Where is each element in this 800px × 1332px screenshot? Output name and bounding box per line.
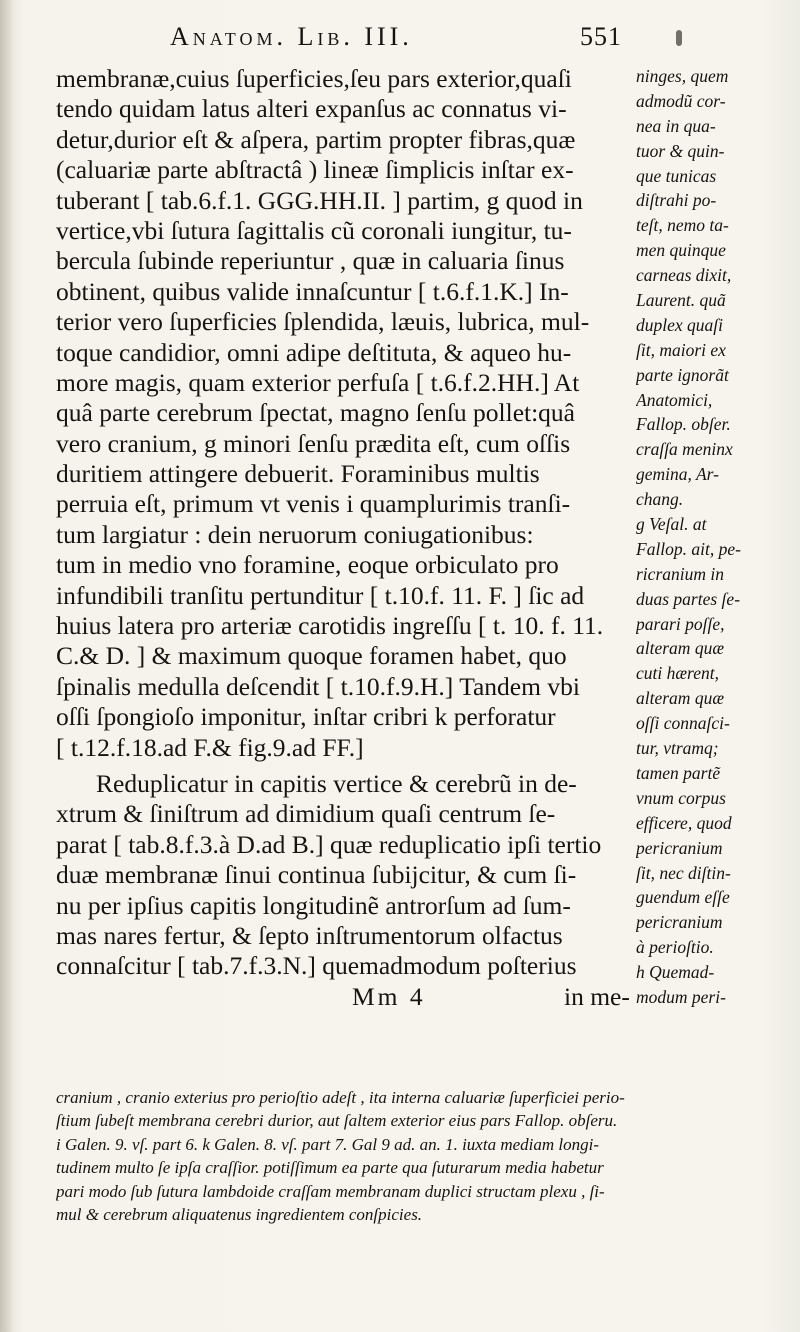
footnote-line: i Galen. 9. vſ. part 6. k Galen. 8. vſ. part 7. Gal 9 ad. an. 1. iuxta mediam longi- xyxy=(56,1134,599,1154)
margin-note-line: chang. xyxy=(636,489,684,510)
margin-note-line: ſit, nec diſtin- xyxy=(636,862,731,883)
footnote-line: ſtium ſubeſt membrana cerebri durior, aut ſaltem exterior eius pars Fallop. obſeru. xyxy=(56,1111,618,1131)
margin-note-line: diſtrahi po- xyxy=(636,190,717,211)
margin-note-line: g Veſal. at xyxy=(636,514,707,535)
text-line: tuberant [ tab.6.f.1. GGG.HH.II. ] partim, g quod in xyxy=(56,185,583,215)
text-line: terior vero ſuperficies ſplendida, læuis, lubrica, mul- xyxy=(56,307,590,337)
main-text-column xyxy=(56,64,646,1012)
text-line: duritiem attingere debuerit. Foraminibus multis xyxy=(56,459,540,489)
catchword: in me- xyxy=(564,981,630,1011)
margin-note-line: teſt, nemo ta- xyxy=(636,215,729,236)
margin-note-line: ricranium in xyxy=(636,563,724,584)
text-line: obtinent, quibus valide innaſcuntur [ t.6.f.1.K.] In- xyxy=(56,276,569,306)
margin-note-line: efficere, quod xyxy=(636,812,732,833)
margin-note-line: tuor & quin- xyxy=(636,140,725,161)
margin-note-line: vnum corpus xyxy=(636,787,726,808)
text-line: membranæ,cuius ſuperficies,ſeu pars exterior,quaſi xyxy=(56,64,572,93)
main-paragraph-2 xyxy=(56,769,646,982)
margin-note-line: gemina, Ar- xyxy=(636,464,719,485)
margin-note-line: guendum eſſe xyxy=(636,887,730,908)
text-line: tum largiatur : dein neruorum coniugationibus: xyxy=(56,519,534,549)
text-line: tendo quidam latus alteri expanſus ac connatus vi- xyxy=(56,94,567,124)
text-line: infundibili tranſitu pertunditur [ t.10.f. 11. F. ] ſic ad xyxy=(56,580,585,610)
text-line: mas nares fertur, & ſepto inſtrumentorum olfactus xyxy=(56,920,563,950)
margin-note-line: oſſi connaſci- xyxy=(636,713,730,734)
margin-note-line: cuti hærent, xyxy=(636,663,719,684)
text-line: quâ parte cerebrum ſpectat, magno ſenſu pollet:quâ xyxy=(56,398,576,428)
footnote-line: pari modo ſub ſutura lambdoide craſſam membranam duplici structam plexu , ſi- xyxy=(56,1181,605,1201)
margin-note-line: duas partes ſe- xyxy=(636,588,741,609)
text-line: connaſcitur [ tab.7.f.3.N.] quemadmodum poſterius xyxy=(56,951,577,981)
text-line: Reduplicatur in capitis vertice & cerebrũ in de- xyxy=(96,768,577,798)
text-line: oſſi ſpongioſo imponitur, inſtar cribri k perforatur xyxy=(56,702,556,732)
margin-note-line: carneas dixit, xyxy=(636,265,732,286)
text-line: huius latera pro arteriæ carotidis ingreſſu [ t. 10. f. 11. xyxy=(56,611,604,641)
margin-note-line: men quinque xyxy=(636,240,726,261)
text-line: vero cranium, g minori ſenſu prædita eſt, cum oſſis xyxy=(56,428,571,458)
margin-note-line: admodũ cor- xyxy=(636,90,726,111)
page-header xyxy=(170,22,690,62)
footnote-line: cranium , cranio exterius pro perioſtio adeſt , ita interna caluariæ ſuperficiei perio- xyxy=(56,1088,625,1107)
margin-note-line: duplex quaſi xyxy=(636,314,723,335)
margin-note-line: parte ignorãt xyxy=(636,364,729,385)
margin-note-line: Laurent. quã xyxy=(636,290,726,311)
text-line: nu per ipſius capitis longitudinẽ antrorſum ad ſum- xyxy=(56,890,571,920)
margin-note-line: nea in qua- xyxy=(636,115,716,136)
margin-note-line: alteram quæ xyxy=(636,688,724,709)
text-line: bercula ſubinde reperiuntur , quæ in caluaria ſinus xyxy=(56,246,565,276)
text-line: C.& D. ] & maximum quoque foramen habet, quo xyxy=(56,641,567,671)
margin-note-line: à perioſtio. xyxy=(636,937,714,958)
text-line: parat [ tab.8.f.3.à D.ad B.] quæ reduplicatio ipſi tertio xyxy=(56,829,602,859)
margin-note-line: ſit, maiori ex xyxy=(636,339,726,360)
margin-note-line: que tunicas xyxy=(636,165,717,186)
text-line: duæ membranæ ſinui continua ſubijcitur, & cum ſi- xyxy=(56,860,577,890)
text-line: toque candidior, omni adipe deſtituta, & aqueo hu- xyxy=(56,337,572,367)
text-line: xtrum & ſiniſtrum ad dimidium quaſi centrum ſe- xyxy=(56,799,556,829)
margin-note-line: craſſa meninx xyxy=(636,439,733,460)
margin-note-line: modum peri- xyxy=(636,986,726,1007)
signature-mark: Mm 4 xyxy=(352,981,426,1011)
margin-note-line: Fallop. ait, pe- xyxy=(636,538,741,559)
margin-note-line: h Quemad- xyxy=(636,962,715,983)
margin-note-line: Fallop. obſer. xyxy=(636,414,731,435)
signature-line xyxy=(56,982,646,1012)
margin-note-line: tur, vtramq; xyxy=(636,738,719,759)
margin-note-line: pericranium xyxy=(636,837,723,858)
margin-note-line: ninges, quem xyxy=(636,66,729,86)
margin-note-line: pericranium xyxy=(636,912,723,933)
main-paragraph-1 xyxy=(56,64,646,763)
text-line: more magis, quam exterior perfuſa [ t.6.f.2.HH.] At xyxy=(56,367,580,397)
text-line: tum in medio vno foramine, eoque orbiculato pro xyxy=(56,550,559,580)
text-line: vertice,vbi ſutura ſagittalis cũ coronali iungitur, tu- xyxy=(56,215,572,245)
page-number: 551 xyxy=(580,22,622,51)
text-line: (caluariæ parte abſtractâ ) lineæ ſimplicis inſtar ex- xyxy=(56,155,574,185)
text-line: ſpinalis medulla deſcendit [ t.10.f.9.H.] Tandem vbi xyxy=(56,671,580,701)
margin-note-line: Anatomici, xyxy=(636,389,713,410)
margin-note-line: alteram quæ xyxy=(636,638,724,659)
footnote-line: tudinem multo ſe ipſa craſſior. potiſſimum ea parte qua ſuturarum media habetur xyxy=(56,1158,604,1178)
text-line: detur,durior eſt & aſpera, partim propter fibras,quæ xyxy=(56,124,576,154)
text-line: [ t.12.f.18.ad F.& fig.9.ad FF.] xyxy=(56,732,364,762)
footnote-line: mul & cerebrum aliquatenus ingredientem conſpicies. xyxy=(56,1204,423,1224)
margin-note-line: parari poſſe, xyxy=(636,613,725,634)
running-title: Anatom. Lib. III. xyxy=(170,22,413,51)
margin-note-line: tamen partẽ xyxy=(636,762,721,783)
text-line: perruia eſt, primum vt venis i quamplurimis tranſi- xyxy=(56,489,571,519)
footnotes xyxy=(56,1086,796,1226)
margin-notes xyxy=(636,64,796,1010)
gutter-shadow xyxy=(0,0,14,1332)
